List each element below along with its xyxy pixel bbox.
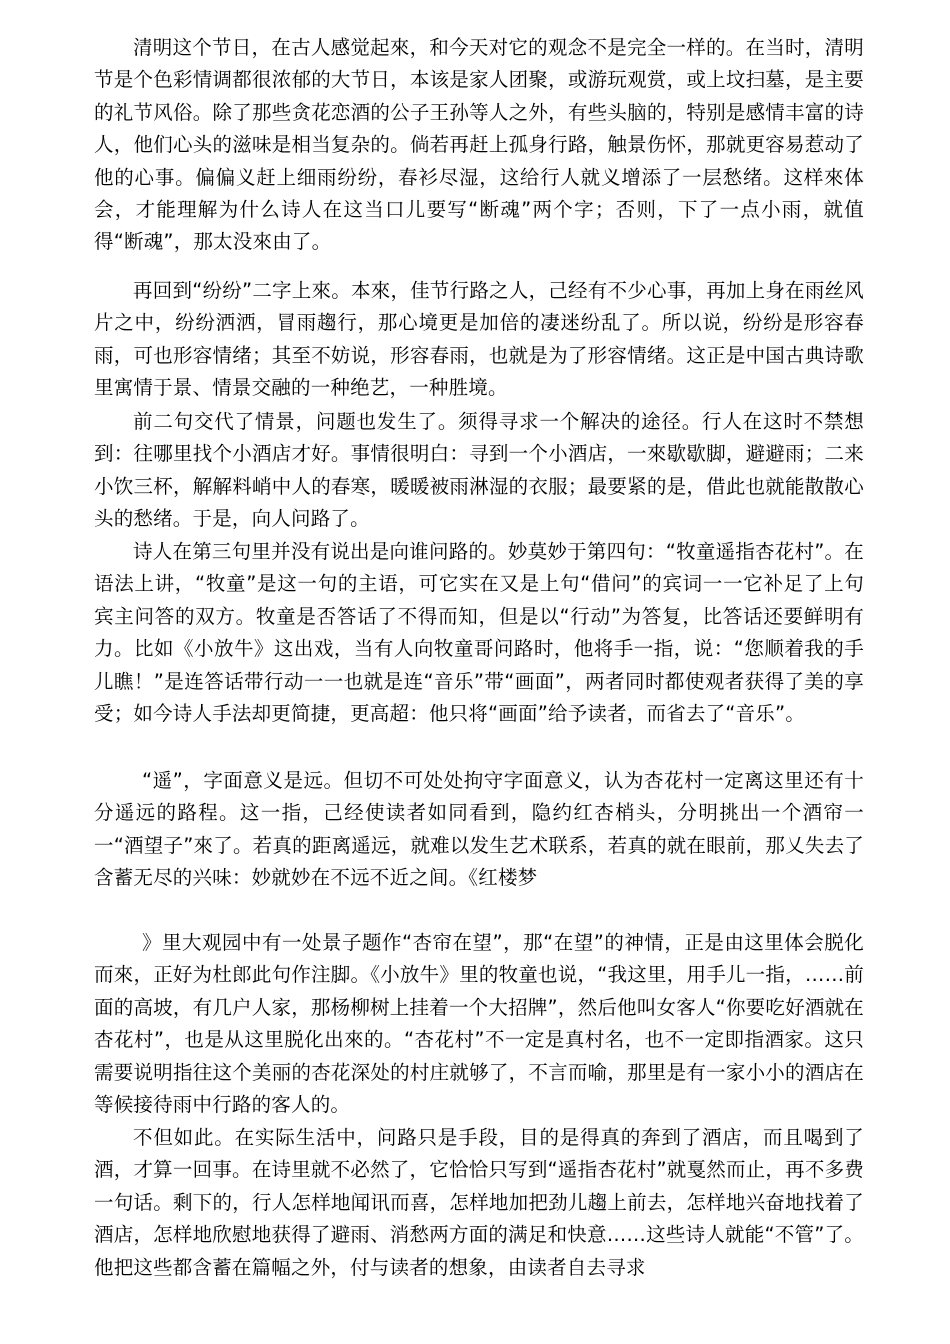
paragraph-4: 诗人在第三句里并没有说出是向谁问路的。妙莫妙于第四句：“牧童遥指杏花村”。在语法上讲，“牧童”是这一句的主语，可它实在又是上句“借问”的宾词一一它补足了上句宾主问答的双方。牧童是否答话了不得而知，但是以“行动”为答复，比答话还要鲜明有力。比如《小放牛》这出戏，当有人向牧童哥问路时，他将手一指，说：“您顺着我的手儿瞧！”是连答话带行动一一也就是连“音乐”带“画面”，两者同时都使观者获得了美的享受；如今诗人手法却更简捷，更高超：他只将“画面”给予读者，而省去了“音乐”。 [94, 540, 864, 726]
paragraph-5: “遥”，字面意义是远。但切不可处处拘守字面意义，认为杏花村一定离这里还有十分遥远的路程。这一指，己经使读者如同看到，隐约红杏梢头，分明挑出一个酒帘一一“酒望子”來了。若真的距离遥远，就难以发生艺术联系，若真的就在眼前，那乂失去了含蓄无尽的兴味：妙就妙在不远不近之间。《红楼梦 [94, 769, 864, 890]
paragraph-1: 清明这个节日，在古人感觉起來，和今天对它的观念不是完全一样的。在当时，清明节是个色彩情调都很浓郁的大节日，本该是家人团聚，或游玩观赏，或上坟扫墓，是主要的礼节风俗。除了那些贪花恋酒的公子王孙等人之外，有些头脑的，特别是感情丰富的诗人，他们心头的滋味是相当复杂的。倘若再赶上孤身行路，触景伤怀，那就更容易惹动了他的心事。偏偏义赶上细雨纷纷，春衫尽湿，这给行人就义增添了一层愁绪。这样來体会，才能理解为什么诗人在这当口儿要写“断魂”两个字；否则，下了一点小雨，就值得“断魂”，那太没來由了。 [94, 36, 864, 254]
paragraph-6: 》里大观园中有一处景子题作“杏帘在望”，那“在望”的神情，正是由这里体会脱化而來，正好为杜郎此句作注脚。《小放牛》里的牧童也说，“我这里，用手儿一指，……前面的高坡，有几户人家，那杨柳树上挂着一个大招牌”，然后他叫女客人“你要吃好酒就在杏花村”，也是从这里脱化出來的。“杏花村”不一定是真村名，也不一定即指酒家。这只需要说明指往这个美丽的杏花深处的村庄就够了，不言而喻，那里是有一家小小的酒店在等候接待雨中行路的客人的。 [94, 931, 864, 1117]
paragraph-7: 不但如此。在实际生活中，问路只是手段，目的是得真的奔到了酒店，而且喝到了酒，才算一回事。在诗里就不必然了，它恰恰只写到“遥指杏花村”就戛然而止，再不多费一句话。剩下的，行人怎样地闻讯而喜，怎样地加把劲儿趨上前去，怎样地兴奋地找着了酒店，怎样地欣慰地获得了避雨、消愁两方面的满足和快意……这些诗人就能“不管”了。他把这些都含蓄在篇幅之外，付与读者的想象，由读者自去寻求 [94, 1126, 864, 1279]
paragraph-3: 前二句交代了情景，问题也发生了。须得寻求一个解决的途径。行人在这时不禁想到：往哪里找个小酒店才好。事情很明白：寻到一个小酒店，一來歇歇脚，避避雨；二来小饮三杯，解解料峭中人的春寒，暖暖被雨淋湿的衣服；最要紧的是，借此也就能散散心头的愁绪。于是，向人问路了。 [94, 410, 864, 531]
paragraph-2: 再回到“纷纷”二字上來。本來，佳节行路之人，己经有不少心事，再加上身在雨丝风片之中，纷纷洒洒，冒雨趨行，那心境更是加倍的凄迷纷乱了。所以说，纷纷是形容春雨，可也形容情绪；其至不妨说，形容春雨，也就是为了形容情绪。这正是中国古典诗歌里寓情于景、情景交融的一种绝艺，一种胜境。 [94, 279, 864, 400]
